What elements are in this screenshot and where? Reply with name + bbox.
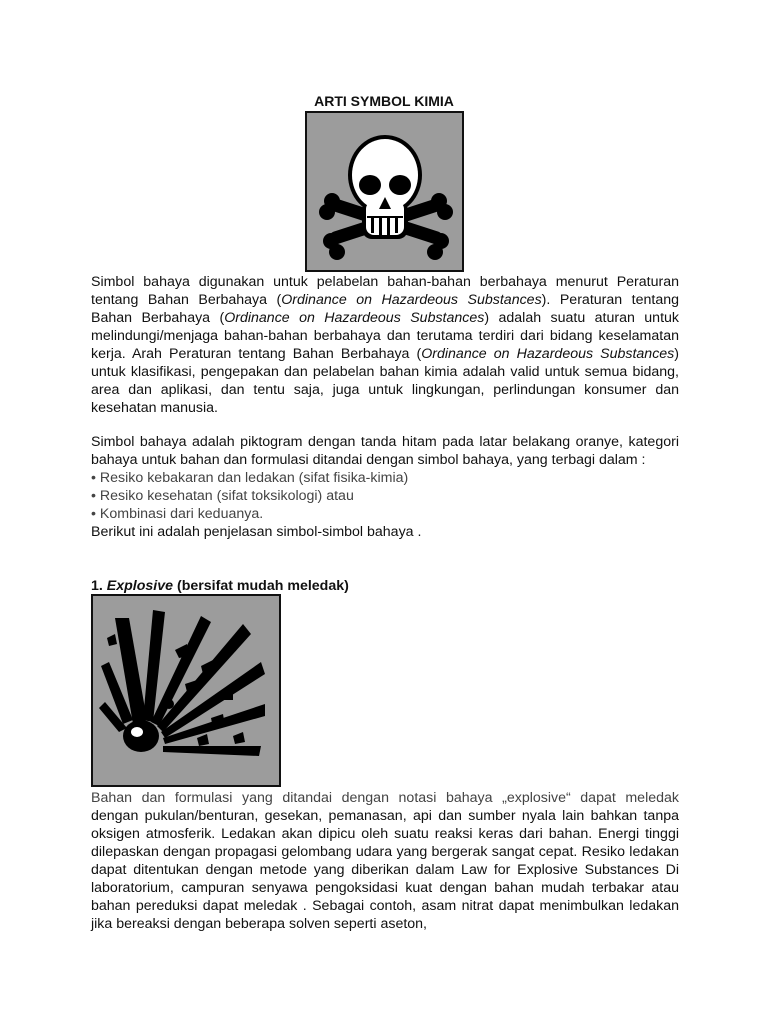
symbols-text: Simbol bahaya adalah piktogram dengan tanda hitam pada latar belakang oranye, kategori bahaya untuk bahan dan formulasi ditandai dengan simbol bahaya, yang terbagi dalam :	[91, 434, 679, 468]
skull-crossbones-icon	[305, 111, 464, 272]
intro-text-b: ). Peraturan tentang Bahan Berbahaya (	[91, 292, 679, 326]
intro-text-c: ) adalah suatu aturan untuk melindungi/menjaga bahan-bahan berbahaya dan terutama terdiri dari bidang keselamatan kerja. Arah Peraturan tentang Bahan Berbahaya (	[91, 310, 679, 362]
section-number: 1.	[91, 578, 107, 594]
page-title: ARTI SYMBOL KIMIA	[314, 93, 454, 109]
intro-paragraph	[91, 273, 679, 417]
explosive-text-line1: Bahan dan formulasi yang ditandai dengan notasi bahaya „explosive“ dapat meledak	[91, 790, 679, 806]
bullet-item: • Kombinasi dari keduanya.	[91, 506, 264, 522]
explosive-text: dengan pukulan/benturan, gesekan, pemanasan, api dan sumber nyala lain bahkan tanpa oksigen atmosferik. Ledakan akan dipicu oleh suatu reaksi keras dari bahan. Energi tinggi dilepaskan dengan propagasi gelombang udara yang bergerak sangat cepat. Resiko ledakan dapat ditentukan dengan metode yang diberikan dalam Law for Explosive Substances Di laboratorium, campuran senyawa pengoksidasi kuat dengan bahan mudah terbakar atau bahan pereduksi dapat meledak . Sebagai contoh, asam nitrat dapat menimbulkan ledakan jika bereaksi dengan beberapa solven seperti aseton,	[91, 808, 679, 932]
section-suffix: (bersifat mudah meledak)	[173, 578, 349, 594]
symbols-paragraph	[91, 433, 679, 541]
intro-text-a: Simbol bahaya digunakan untuk pelabelan bahan-bahan berbahaya menurut Peraturan tentang Bahan Berbahaya (	[91, 274, 679, 308]
section-heading-explosive	[91, 577, 679, 595]
intro-italic-c: Ordinance on Hazardeous Substances	[421, 346, 675, 362]
bullet-item: • Resiko kesehatan (sifat toksikologi) atau	[91, 488, 354, 504]
section-name: Explosive	[106, 578, 174, 594]
intro-text-d: ) untuk klasifikasi, pengepakan dan pelabelan bahan kimia adalah valid untuk semua bidang, area dan aplikasi, dan tentu saja, juga untuk lingkungan, perlindungan konsumer dan kesehatan manusia.	[91, 346, 680, 416]
symbols-closing: Berikut ini adalah penjelasan simbol-simbol bahaya .	[91, 524, 422, 540]
explosion-icon	[91, 594, 281, 787]
intro-italic-b: Ordinance on Hazardeous Substances	[224, 310, 485, 326]
bullet-item: • Resiko kebakaran dan ledakan (sifat fisika-kimia)	[91, 470, 409, 486]
intro-italic-a: Ordinance on Hazardeous Substances	[281, 292, 542, 308]
explosive-paragraph	[91, 789, 679, 933]
